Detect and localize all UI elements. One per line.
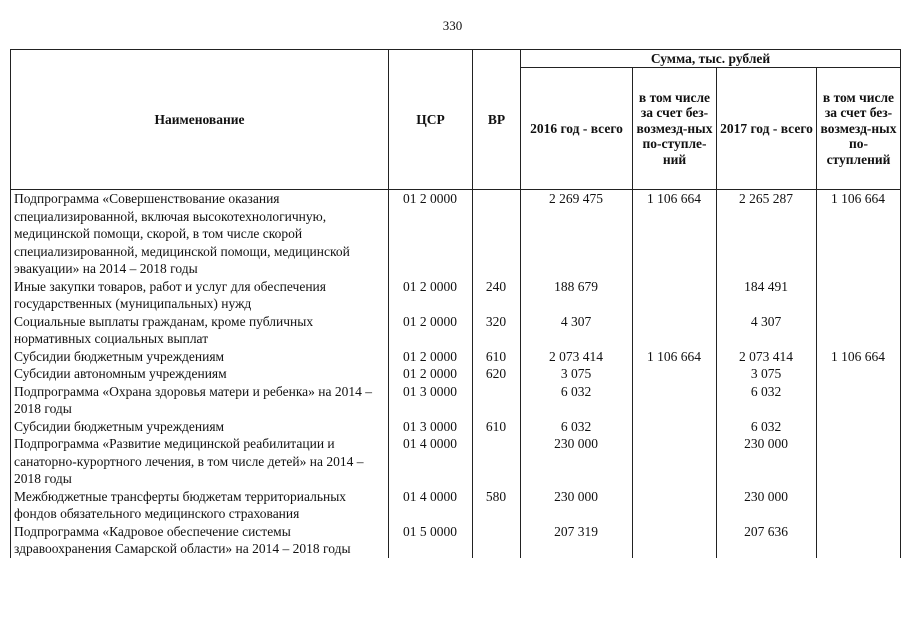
- row-free-2017: [817, 313, 901, 348]
- table-row: [11, 383, 901, 418]
- row-vr: 240: [473, 278, 521, 313]
- row-csr: 01 2 0000: [389, 190, 473, 278]
- row-sum-2016: 188 679: [521, 278, 633, 313]
- header-name: Наименование: [11, 50, 389, 190]
- row-sum-2016: 207 319: [521, 523, 633, 558]
- row-csr: 01 2 0000: [389, 348, 473, 366]
- row-sum-2016: 230 000: [521, 488, 633, 523]
- row-csr: 01 4 0000: [389, 435, 473, 488]
- table-row: [11, 278, 901, 313]
- row-csr: 01 2 0000: [389, 278, 473, 313]
- row-name: Субсидии автономным учреждениям: [11, 365, 389, 383]
- row-csr: 01 4 0000: [389, 488, 473, 523]
- row-sum-2017: 4 307: [717, 313, 817, 348]
- table-row: [11, 488, 901, 523]
- row-name: Субсидии бюджетным учреждениям: [11, 418, 389, 436]
- row-free-2017: [817, 383, 901, 418]
- row-csr: 01 2 0000: [389, 365, 473, 383]
- row-name: Подпрограмма «Развитие медицинской реабилитации и санаторно-курортного лечения, в том числе детей» на 2014 – 2018 годы: [11, 435, 389, 488]
- header-2016-total: 2016 год - всего: [521, 68, 633, 190]
- row-name: Подпрограмма «Совершенствование оказания специализированной, включая высокотехнологичную, медицинской помощи, скорой, в том числе скорой специализированной, медицинской помощи, медицинской эвакуации» на 2014 – 2018 годы: [11, 190, 389, 278]
- table-row: [11, 365, 901, 383]
- header-csr: ЦСР: [389, 50, 473, 190]
- row-vr: 610: [473, 418, 521, 436]
- row-vr: [473, 383, 521, 418]
- row-sum-2016: 230 000: [521, 435, 633, 488]
- row-name: Социальные выплаты гражданам, кроме публичных нормативных социальных выплат: [11, 313, 389, 348]
- row-free-2017: 1 106 664: [817, 190, 901, 278]
- table-body: [11, 190, 901, 558]
- row-name: Подпрограмма «Охрана здоровья матери и ребенка» на 2014 – 2018 годы: [11, 383, 389, 418]
- row-vr: [473, 435, 521, 488]
- row-sum-2016: 6 032: [521, 418, 633, 436]
- row-name: Межбюджетные трансферты бюджетам территориальных фондов обязательного медицинского страхования: [11, 488, 389, 523]
- row-free-2016: [633, 383, 717, 418]
- row-name: Подпрограмма «Кадровое обеспечение системы здравоохранения Самарской области» на 2014 – 2018 годы: [11, 523, 389, 558]
- header-2016-free: в том числе за счет без-возмезд-ных по-ступле-ний: [633, 68, 717, 190]
- row-free-2017: 1 106 664: [817, 348, 901, 366]
- table-row: [11, 313, 901, 348]
- row-sum-2017: 6 032: [717, 383, 817, 418]
- header-sum-group: Сумма, тыс. рублей: [521, 50, 901, 68]
- row-vr: 610: [473, 348, 521, 366]
- row-sum-2017: 6 032: [717, 418, 817, 436]
- row-sum-2017: 2 073 414: [717, 348, 817, 366]
- row-free-2016: [633, 418, 717, 436]
- row-sum-2017: 230 000: [717, 488, 817, 523]
- row-vr: 320: [473, 313, 521, 348]
- row-name: Иные закупки товаров, работ и услуг для обеспечения государственных (муниципальных) нужд: [11, 278, 389, 313]
- row-csr: 01 5 0000: [389, 523, 473, 558]
- row-vr: [473, 523, 521, 558]
- row-sum-2016: 2 073 414: [521, 348, 633, 366]
- row-sum-2016: 3 075: [521, 365, 633, 383]
- table-header: [11, 50, 901, 190]
- row-csr: 01 3 0000: [389, 383, 473, 418]
- table-row: [11, 348, 901, 366]
- row-sum-2017: 2 265 287: [717, 190, 817, 278]
- table-row: [11, 418, 901, 436]
- row-sum-2016: 2 269 475: [521, 190, 633, 278]
- row-free-2017: [817, 435, 901, 488]
- budget-table: [10, 49, 901, 558]
- row-free-2016: [633, 313, 717, 348]
- row-sum-2016: 4 307: [521, 313, 633, 348]
- row-free-2016: [633, 523, 717, 558]
- row-vr: [473, 190, 521, 278]
- table-row: [11, 523, 901, 558]
- row-free-2016: [633, 435, 717, 488]
- row-free-2016: 1 106 664: [633, 190, 717, 278]
- row-sum-2017: 207 636: [717, 523, 817, 558]
- row-free-2017: [817, 418, 901, 436]
- row-free-2016: 1 106 664: [633, 348, 717, 366]
- row-csr: 01 3 0000: [389, 418, 473, 436]
- row-free-2016: [633, 365, 717, 383]
- row-free-2017: [817, 488, 901, 523]
- row-sum-2017: 230 000: [717, 435, 817, 488]
- table-row: [11, 435, 901, 488]
- page-number: 330: [442, 18, 463, 33]
- header-vr: ВР: [473, 50, 521, 190]
- row-sum-2016: 6 032: [521, 383, 633, 418]
- row-sum-2017: 184 491: [717, 278, 817, 313]
- row-free-2017: [817, 365, 901, 383]
- row-free-2017: [817, 278, 901, 313]
- row-sum-2017: 3 075: [717, 365, 817, 383]
- row-csr: 01 2 0000: [389, 313, 473, 348]
- row-free-2017: [817, 523, 901, 558]
- row-vr: 580: [473, 488, 521, 523]
- header-2017-free: в том числе за счет без-возмезд-ных по-ступлений: [817, 68, 901, 190]
- row-vr: 620: [473, 365, 521, 383]
- row-free-2016: [633, 488, 717, 523]
- row-name: Субсидии бюджетным учреждениям: [11, 348, 389, 366]
- row-free-2016: [633, 278, 717, 313]
- table-row: [11, 190, 901, 278]
- header-2017-total: 2017 год - всего: [717, 68, 817, 190]
